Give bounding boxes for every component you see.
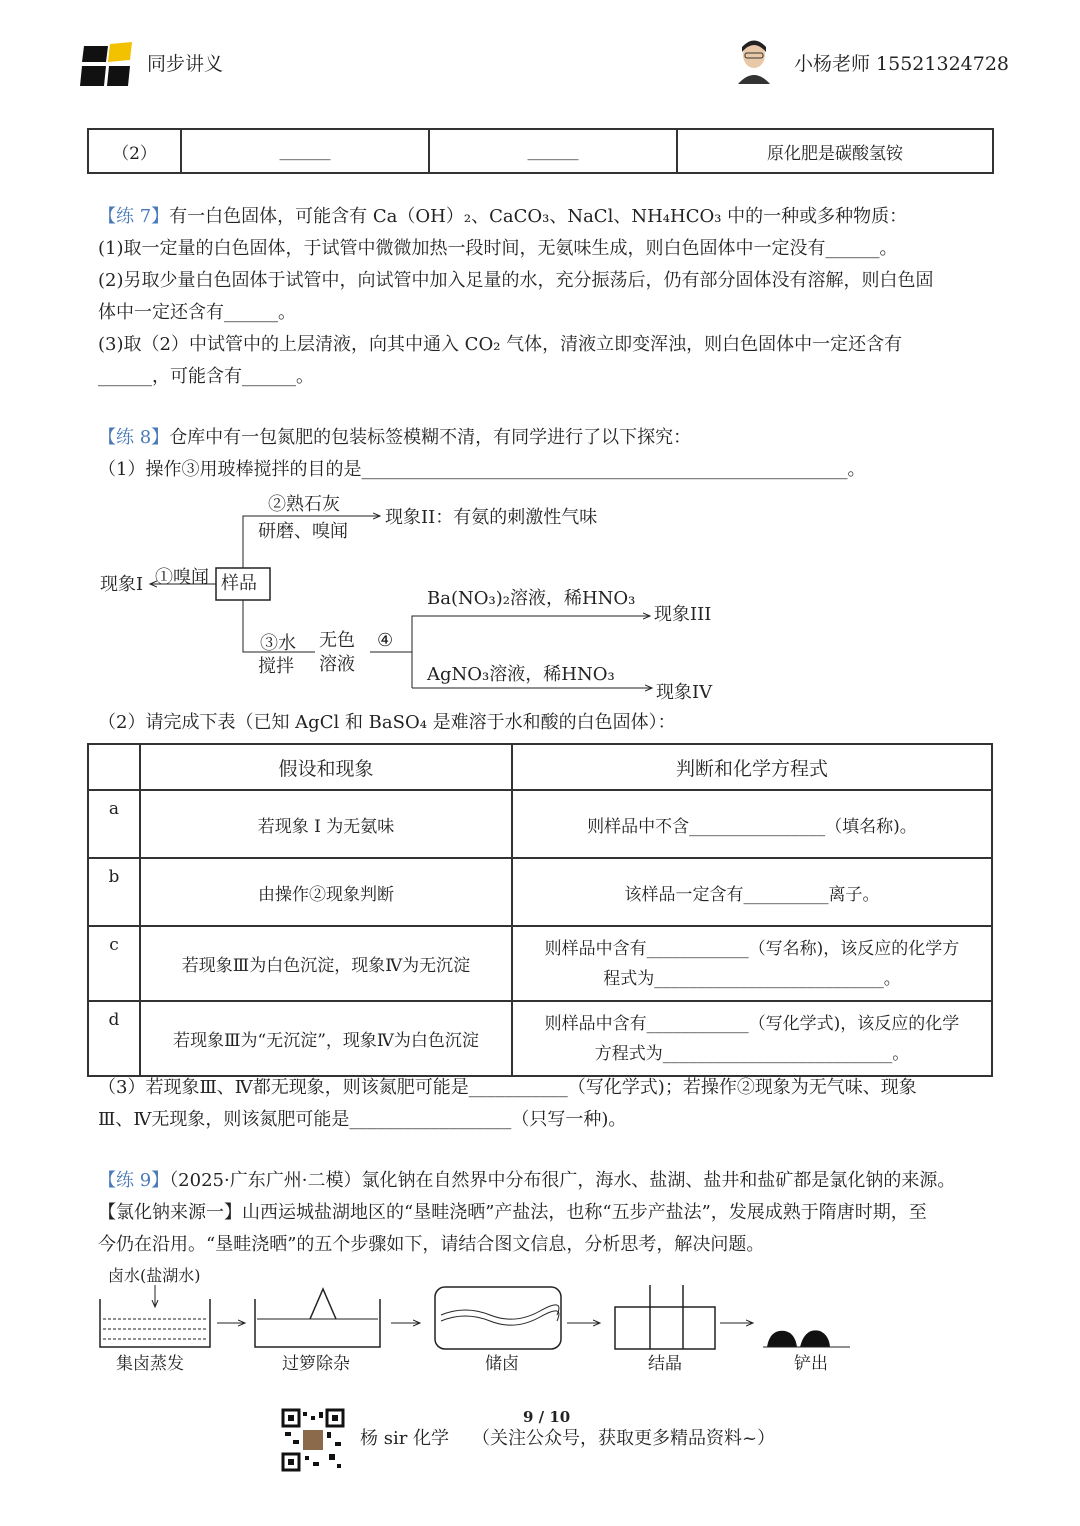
table-h2: 判断和化学方程式 <box>512 744 992 790</box>
ex8-q2: （2）请完成下表（已知 AgCl 和 BaSO₄ 是难溶于水和酸的白色固体）： <box>98 712 676 733</box>
flow-sol-b: 溶液 <box>319 654 355 675</box>
header-title: 同步讲义 <box>147 53 224 75</box>
salt-process-diagram <box>95 1285 855 1353</box>
page-number: 9 / 10 <box>523 1408 571 1426</box>
flow-op4: ④ <box>377 630 394 651</box>
header-contact: 小杨老师 15521324728 <box>794 53 1010 75</box>
flow-op1: ①嗅闻 <box>155 567 209 588</box>
ex7-q3b: ______，可能含有______。 <box>98 366 314 387</box>
teacher-avatar <box>734 38 774 84</box>
table-row-hyp: 若现象Ⅲ为白色沉淀，现象Ⅳ为无沉淀 <box>140 926 512 1001</box>
top-table-num: （2） <box>88 129 181 173</box>
flow-sol-a: 无色 <box>319 630 355 651</box>
footer-slogan: （关注公众号，获取更多精品资料~） <box>472 1428 776 1449</box>
flow-reag-b: AgNO₃溶液，稀HNO₃ <box>427 664 615 685</box>
logo <box>78 40 136 90</box>
qr-code <box>281 1408 345 1472</box>
table-row-hyp: 若现象 I 为无氨味 <box>140 790 512 858</box>
ex8-q1: （1）操作③用玻棒搅拌的目的是______________________________________________________。 <box>98 459 866 480</box>
flow-phen1: 现象I <box>100 574 144 595</box>
ex9-line1 <box>98 1166 955 1196</box>
table-row-judge <box>512 1001 992 1076</box>
flow-phen3: 现象III <box>654 604 712 625</box>
table-row-judge-l2: 程式为___________________________。 <box>603 968 901 989</box>
step-label: 铲出 <box>794 1354 828 1374</box>
table-row-key: d <box>88 1001 140 1076</box>
flow-reag-a: Ba(NO₃)₂溶液，稀HNO₃ <box>427 588 636 609</box>
footer-name: 杨 sir 化学 <box>360 1428 450 1449</box>
step-label: 过箩除杂 <box>282 1354 350 1374</box>
flow-phen2: 现象II：有氨的刺激性气味 <box>385 507 598 528</box>
table-row-judge-l1: 则样品中含有____________（写名称)，该反应的化学方 <box>544 938 960 959</box>
ex7-q3a: (3)取（2）中试管中的上层清液，向其中通入 CO₂ 气体，清液立即变浑浊，则白色固体中一定还含有 <box>98 334 903 355</box>
step-label: 储卤 <box>485 1354 519 1374</box>
step-label: 集卤蒸发 <box>116 1354 184 1374</box>
top-table-conclusion: 原化肥是碳酸氢铵 <box>677 129 993 173</box>
table-row-judge <box>512 926 992 1001</box>
table-row-hyp: 若现象Ⅲ为“无沉淀”，现象Ⅳ为白色沉淀 <box>140 1001 512 1076</box>
flow-sample: 样品 <box>221 573 257 594</box>
table-row-judge: 则样品中不含________________（填名称)。 <box>512 790 992 858</box>
top-table <box>87 128 994 174</box>
ex7-label: 【练 7】 <box>98 206 170 227</box>
ex8-label: 【练 8】 <box>98 427 170 448</box>
step-label: 结晶 <box>648 1354 682 1374</box>
flow-op3a: ③水 <box>260 633 296 654</box>
ex7-stem <box>98 202 907 232</box>
table-row-hyp: 由操作②现象判断 <box>140 858 512 926</box>
flow-op2a: ②熟石灰 <box>268 494 340 515</box>
table-row-key: a <box>88 790 140 858</box>
table-row-judge-l1: 则样品中含有____________（写化学式)，该反应的化学 <box>544 1013 960 1034</box>
flow-phen4: 现象IV <box>656 682 713 703</box>
ex7-stem-text: 有一白色固体，可能含有 Ca（OH）₂、CaCO₃、NaCl、NH₄HCO₃ 中的一种或多种物质： <box>169 206 908 227</box>
table-row-judge: 该样品一定含有__________离子。 <box>512 858 992 926</box>
ex9-line2: 【氯化钠来源一】山西运城盐湖地区的“垦畦浇晒”产盐法，也称“五步产盐法”，发展成熟于隋唐时期，至 <box>98 1202 927 1223</box>
ex8-q3b: Ⅲ、Ⅳ无现象，则该氮肥可能是__________________（只写一种)。 <box>98 1109 627 1130</box>
ex7-q2b: 体中一定还含有______。 <box>98 302 296 323</box>
table-row-judge-l2: 方程式为___________________________。 <box>594 1043 910 1064</box>
table-row-key: b <box>88 858 140 926</box>
top-table-blank2: ______ <box>429 129 677 173</box>
flow-op3b: 搅拌 <box>258 656 294 677</box>
ex8-stem-text: 仓库中有一包氮肥的包装标签模糊不清，有同学进行了以下探究： <box>169 427 692 448</box>
ex9-line3: 今仍在沿用。“垦畦浇晒”的五个步骤如下，请结合图文信息，分析思考，解决问题。 <box>98 1234 765 1255</box>
ex9-label: 【练 9】 <box>98 1170 170 1191</box>
ex9-brine-label: 卤水(盐湖水) <box>108 1266 201 1285</box>
ex8-q3a: （3）若现象Ⅲ、Ⅳ都无现象，则该氮肥可能是___________（写化学式)；若操作②现象为无气味、现象 <box>98 1077 917 1098</box>
ex7-q1: (1)取一定量的白色固体，于试管中微微加热一段时间，无氨味生成，则白色固体中一定没有______。 <box>98 238 898 259</box>
ex8-table <box>87 743 993 1077</box>
flow-op2b: 研磨、嗅闻 <box>258 521 348 542</box>
ex7-q2a: (2)另取少量白色固体于试管中，向试管中加入足量的水，充分振荡后，仍有部分固体没有溶解，则白色固 <box>98 270 934 291</box>
ex9-line1-text: （2025·广东广州·二模）氯化钠在自然界中分布很广，海水、盐湖、盐井和盐矿都是氯化钠的来源。 <box>169 1170 956 1191</box>
table-row-key: c <box>88 926 140 1001</box>
top-table-blank1: ______ <box>181 129 429 173</box>
table-h1: 假设和现象 <box>140 744 512 790</box>
ex8-stem <box>98 423 691 453</box>
